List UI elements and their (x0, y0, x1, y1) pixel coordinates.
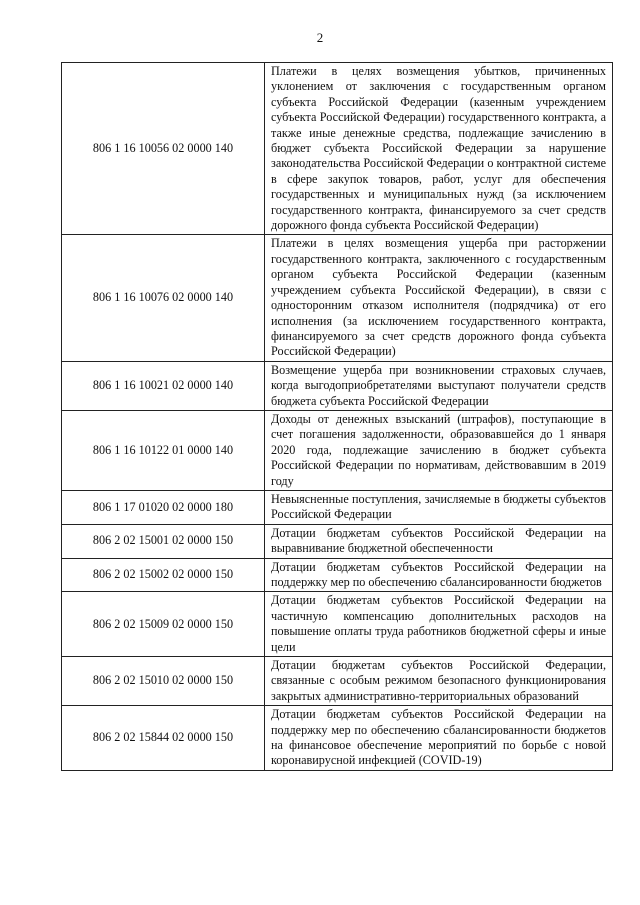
table-row (62, 361, 613, 410)
description-cell: Платежи в целях возмещения ущерба при расторжении государственного контракта, заключенного с государственным органом субъекта Российской Федерации (казенным учреждением субъекта Российской Федерации), в связи с односторонним отказом исполнителя (подрядчика) от его исполнения (за исключением государственного контракта, финансируемого за счет средств дорожного фонда субъекта Российской Федерации) (265, 235, 613, 361)
description-cell: Платежи в целях возмещения убытков, причиненных уклонением от заключения с государственным органом субъекта Российской Федерации (казенным учреждением субъекта Российской Федерации) государственного контракта, а также иные денежные средства, подлежащие зачислению в бюджет субъекта Российской Федерации за нарушение законодательства Российской Федерации о контрактной системе в сфере закупок товаров, работ, услуг для обеспечения государственных и муниципальных нужд (за исключением государственного контракта, финансируемого за счет средств дорожного фонда субъекта Российской Федерации) (265, 63, 613, 235)
description-cell: Невыясненные поступления, зачисляемые в бюджеты субъектов Российской Федерации (265, 490, 613, 524)
description-cell: Дотации бюджетам субъектов Российской Федерации, связанные с особым режимом безопасного функционирования закрытых административно-территориальных образований (265, 657, 613, 706)
budget-code-cell: 806 2 02 15002 02 0000 150 (62, 558, 265, 592)
budget-code-cell: 806 1 16 10056 02 0000 140 (62, 63, 265, 235)
table-row (62, 706, 613, 771)
description-cell: Дотации бюджетам субъектов Российской Федерации на поддержку мер по обеспечению сбалансированности бюджетов (265, 558, 613, 592)
description-cell: Дотации бюджетам субъектов Российской Федерации на частичную компенсацию дополнительных расходов на повышение оплаты труда работников бюджетной сферы и иные цели (265, 592, 613, 657)
table-row (62, 657, 613, 706)
description-cell: Дотации бюджетам субъектов Российской Федерации на выравнивание бюджетной обеспеченности (265, 524, 613, 558)
table-row (62, 410, 613, 490)
budget-codes-table (61, 62, 613, 771)
description-cell: Доходы от денежных взысканий (штрафов), поступающие в счет погашения задолженности, образовавшейся до 1 января 2020 года, подлежащие зачислению в бюджет субъекта Российской Федерации по нормативам, действовавшим в 2019 году (265, 410, 613, 490)
table-row (62, 63, 613, 235)
budget-code-cell: 806 1 16 10122 01 0000 140 (62, 410, 265, 490)
table-row (62, 235, 613, 361)
table-row (62, 490, 613, 524)
budget-code-cell: 806 1 17 01020 02 0000 180 (62, 490, 265, 524)
description-cell: Возмещение ущерба при возникновении страховых случаев, когда выгодоприобретателями выступают получатели средств бюджета субъекта Российской Федерации (265, 361, 613, 410)
budget-code-cell: 806 1 16 10076 02 0000 140 (62, 235, 265, 361)
table-row (62, 524, 613, 558)
budget-code-cell: 806 2 02 15010 02 0000 150 (62, 657, 265, 706)
budget-code-cell: 806 1 16 10021 02 0000 140 (62, 361, 265, 410)
budget-code-cell: 806 2 02 15844 02 0000 150 (62, 706, 265, 771)
table-row (62, 592, 613, 657)
description-cell: Дотации бюджетам субъектов Российской Федерации на поддержку мер по обеспечению сбалансированности бюджетов на финансовое обеспечение мероприятий по борьбе с новой коронавирусной инфекцией (COVID-19) (265, 706, 613, 771)
table-row (62, 558, 613, 592)
budget-code-cell: 806 2 02 15009 02 0000 150 (62, 592, 265, 657)
budget-code-cell: 806 2 02 15001 02 0000 150 (62, 524, 265, 558)
page-number: 2 (316, 30, 324, 45)
